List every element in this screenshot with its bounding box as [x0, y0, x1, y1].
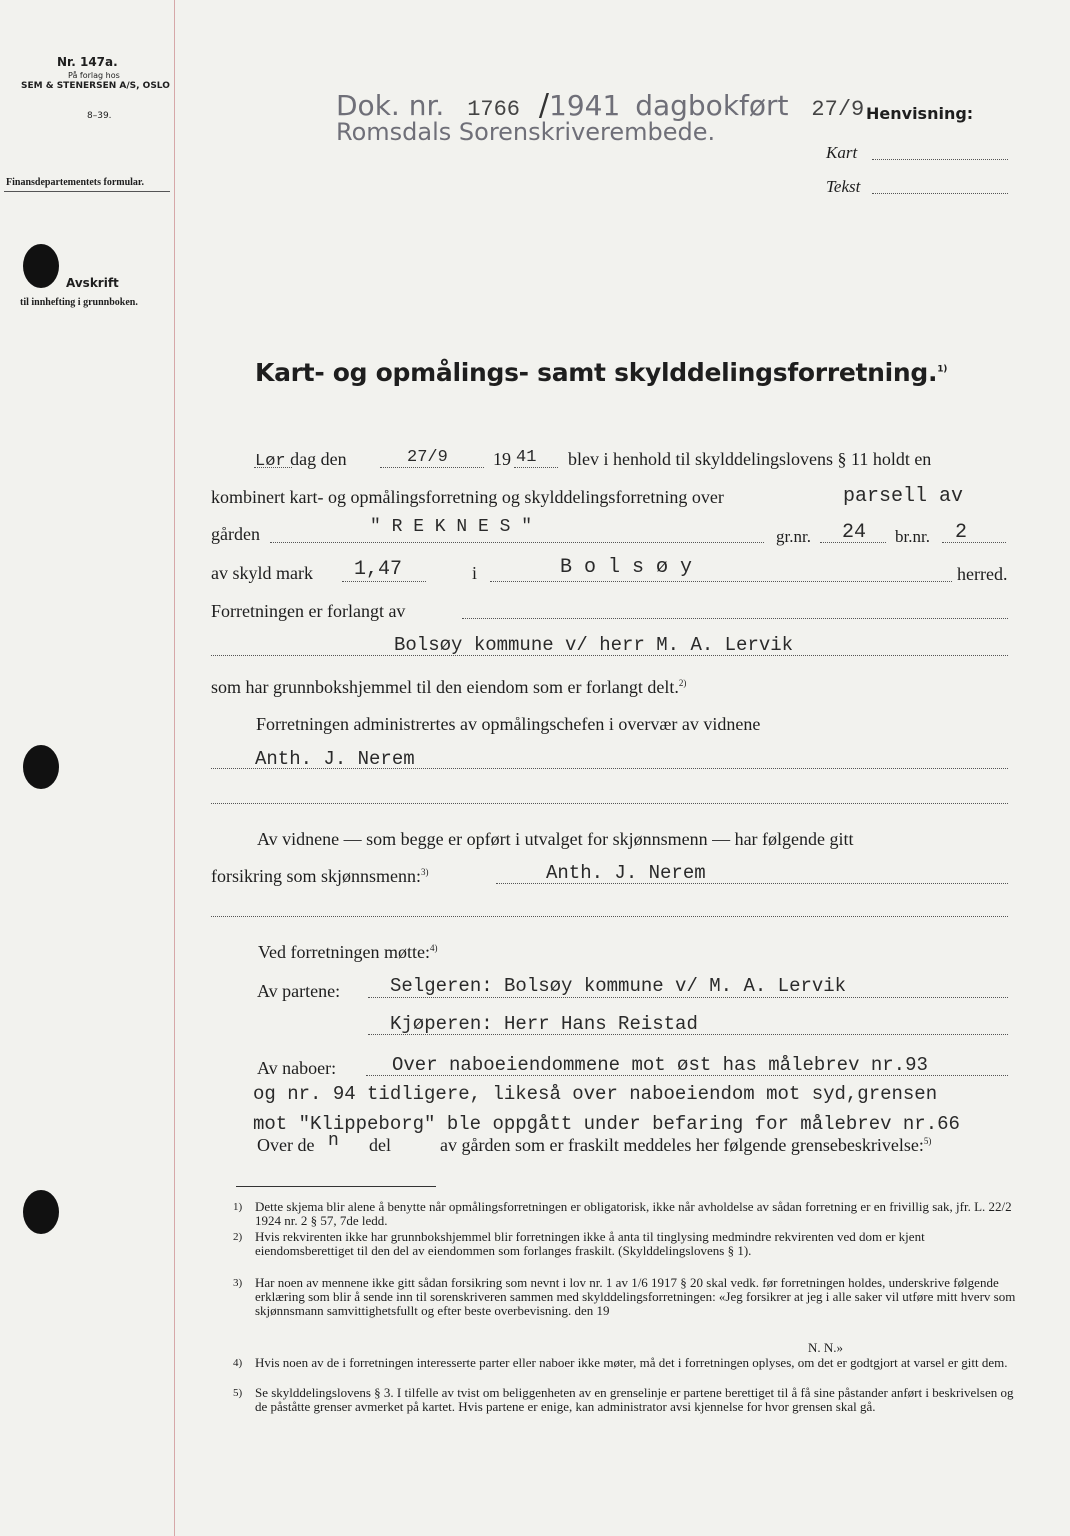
witness-value: Anth. J. Nerem: [255, 748, 415, 770]
brnr-label: br.nr.: [895, 527, 930, 546]
publisher-line-2: SEM & STENERSEN A/S, OSLO: [21, 81, 170, 91]
forlangt-value-line: [211, 655, 1008, 656]
brnr-value: 2: [955, 521, 968, 544]
buyer-value: Kjøperen: Herr Hans Reistad: [390, 1013, 698, 1035]
hjemmel-text: som har grunnbokshjemmel til den eiendom som er forlangt delt.: [211, 677, 679, 697]
ministry-underline: [4, 191, 170, 192]
hjemmel-footnote-ref: 2): [678, 678, 687, 688]
henvisning-label: Henvisning:: [866, 104, 974, 123]
year-value: 41: [516, 448, 537, 467]
stamp-date: 27/9: [811, 97, 865, 122]
del-rest-text: av gården som er fraskilt meddeles her følgende grensebeskrivelse:: [440, 1135, 924, 1155]
herred-label: herred.: [957, 564, 1008, 584]
line-2: kombinert kart- og opmålingsforretning og skylddelingsforretning over: [211, 487, 724, 507]
witness-line: [211, 768, 1008, 769]
herred-value: B o l s ø y: [560, 556, 693, 579]
doc-number: 1766: [467, 97, 521, 122]
ministry-label: Finansdepartementets formular.: [6, 177, 144, 188]
forlangt-label: Forretningen er forlangt av: [211, 601, 406, 621]
stamp-slash: /: [538, 88, 550, 123]
skyld-label: av skyld mark: [211, 563, 313, 583]
skyld-line: [342, 581, 426, 582]
farm-line: [270, 542, 764, 543]
footnote-rule: [236, 1186, 436, 1187]
footnote-2-text: Hvis rekvirenten ikke har grunnbokshjemmel blir forretningen ikke å anta til tinglysing medmindre rekvirenten ved dom er kjent eiendomsberettiget til den del av eiendommen som forlanges fraskilt. (Skylddelingslovens § 1).: [255, 1229, 925, 1258]
stamp-dagbokfort: dagbokført: [635, 89, 789, 122]
footnote-3: [233, 1275, 1025, 1318]
dag-den-label: dag den: [290, 449, 347, 469]
footnote-1-number: 1): [233, 1201, 243, 1213]
footnote-5: [233, 1385, 1025, 1414]
footnote-4-number: 4): [233, 1357, 243, 1369]
herred-line: [490, 581, 952, 582]
grnr-label: gr.nr.: [776, 527, 811, 546]
stamp-prefix: Dok. nr.: [336, 89, 445, 122]
tekst-label: Tekst: [826, 177, 861, 196]
parcel-value: parsell av: [843, 485, 964, 508]
naboer-line-3: mot "Klippeborg" ble oppgått under befaring for målebrev nr.66: [253, 1113, 960, 1135]
naboer-line-1: Over naboeiendommene mot øst has målebrev nr.93: [392, 1054, 928, 1076]
punch-hole-bottom: [23, 1190, 59, 1234]
forsikring-footnote-ref: 3): [421, 867, 429, 877]
brnr-line: [942, 542, 1006, 543]
witness-line-2: [211, 803, 1008, 804]
footnote-4-text: Hvis noen av de i forretningen interesserte parter eller naboer ikke møter, må det i forretningen oplyses, om det er godtgjort at varsel er gitt dem.: [255, 1355, 1008, 1370]
copy-label: Avskrift: [66, 276, 119, 290]
footnote-2-number: 2): [233, 1231, 243, 1243]
kart-label: Kart: [826, 143, 858, 162]
document-title: [255, 358, 947, 387]
forlangt-line: [462, 618, 1008, 619]
partene-label: Av partene:: [257, 981, 341, 1001]
forsikring-value: Anth. J. Nerem: [546, 862, 706, 884]
publisher-line-1: På forlag hos: [68, 71, 120, 80]
i-label: i: [472, 563, 478, 583]
del-footnote-ref: 5): [923, 1136, 932, 1146]
del-label: del: [369, 1135, 391, 1155]
forsikring-label: [211, 866, 429, 887]
footnote-1-text: Dette skjema blir alene å benytte når opmålingsforretningen er obligatorisk, ikke når avholdelse av sådan forretning er en frivillig sak, jfr. L. 22/2 1924 nr. 2 § 57, 7de ledd.: [255, 1199, 1012, 1228]
naboer-line-2: og nr. 94 tidligere, likeså over naboeiendom mot syd,grensen: [253, 1083, 938, 1105]
garden-label: gården: [211, 524, 260, 544]
margin-rule: [174, 0, 175, 1536]
stamp-year: 1941: [549, 89, 621, 122]
footnote-4: [233, 1355, 1025, 1370]
footnote-2: [233, 1229, 1025, 1258]
weekday-line: [254, 467, 292, 468]
copy-note: til innhefting i grunnboken.: [20, 297, 138, 308]
footnote-5-text: Se skylddelingslovens § 3. I tilfelle av tvist om beliggenheten av en grenselinje er partene berettiget til å få sine påstander anført i beskrivelsen og de påståtte grenser avmerket på kartet. Hvis partene er enige, kan administrator avsi kjennelse for hvor grensen skal gå.: [255, 1385, 1014, 1414]
year-prefix: 19: [493, 449, 511, 469]
vidnene-line: Av vidnene — som begge er opført i utvalget for skjønnsmenn — har følgende gitt: [257, 829, 854, 849]
year-line: [514, 467, 558, 468]
del-rest: [440, 1135, 931, 1156]
print-date: 8–39.: [87, 111, 112, 121]
forlangt-value: Bolsøy kommune v/ herr M. A. Lervik: [394, 634, 794, 656]
motte-text: Ved forretningen møtte:: [258, 942, 430, 962]
kart-line: [872, 159, 1008, 160]
motte-label: [258, 942, 437, 963]
over-label: Over de: [257, 1135, 315, 1155]
naboer-label: Av naboer:: [257, 1058, 337, 1078]
date-line: [380, 467, 484, 468]
footnote-5-number: 5): [233, 1387, 243, 1399]
form-number: Nr. 147a.: [57, 55, 118, 69]
hjemmel-line: [211, 677, 686, 698]
footnote-1: [233, 1199, 1025, 1228]
line-1-rest: blev i henhold til skylddelingslovens § 11 holdt en: [568, 449, 932, 469]
footnote-3-number: 3): [233, 1277, 243, 1289]
weekday-value: Lør: [255, 452, 286, 471]
admin-line: Forretningen administrertes av opmålingschefen i overvær av vidnene: [256, 714, 761, 734]
footnote-3-signature: N. N.»: [808, 1340, 844, 1355]
forsikring-text: forsikring som skjønnsmenn:: [211, 866, 421, 886]
punch-hole-middle: [23, 745, 59, 789]
farm-value: " R E K N E S ": [370, 517, 533, 537]
grnr-line: [820, 542, 886, 543]
over-value: n: [328, 1131, 339, 1151]
punch-hole-top: [23, 244, 59, 288]
naboer-underline-1: [366, 1075, 1008, 1076]
motte-footnote-ref: 4): [429, 943, 438, 953]
seller-value: Selgeren: Bolsøy kommune v/ M. A. Lervik: [390, 975, 847, 997]
date-value: 27/9: [407, 448, 448, 467]
buyer-line: [368, 1034, 1008, 1035]
title-text: Kart- og opmålings- samt skylddelingsforretning.: [255, 358, 938, 387]
grnr-value: 24: [842, 521, 867, 544]
forsikring-line: [496, 883, 1008, 884]
footnote-3-text: Har noen av mennene ikke gitt sådan forsikring som nevnt i lov nr. 1 av 1/6 1917 § 20 skal vedk. før forretningen holdes, underskrive følgende erklæring som blir å sende inn til sorenskriveren sammen med skylddelingsforretningen: «Jeg forsikrer at jeg i alle saker vil utføre mitt hverv som skjønnsmann samvittighetsfullt og efter beste overbevisning. den 19: [255, 1275, 1016, 1318]
stamp-line-2: Romsdals Sorenskriverembede.: [336, 118, 716, 146]
forsikring-line-2: [211, 916, 1008, 917]
title-footnote-ref: 1): [937, 364, 948, 375]
seller-line: [368, 997, 1008, 998]
tekst-line: [872, 193, 1008, 194]
skyld-value: 1,47: [354, 558, 403, 581]
